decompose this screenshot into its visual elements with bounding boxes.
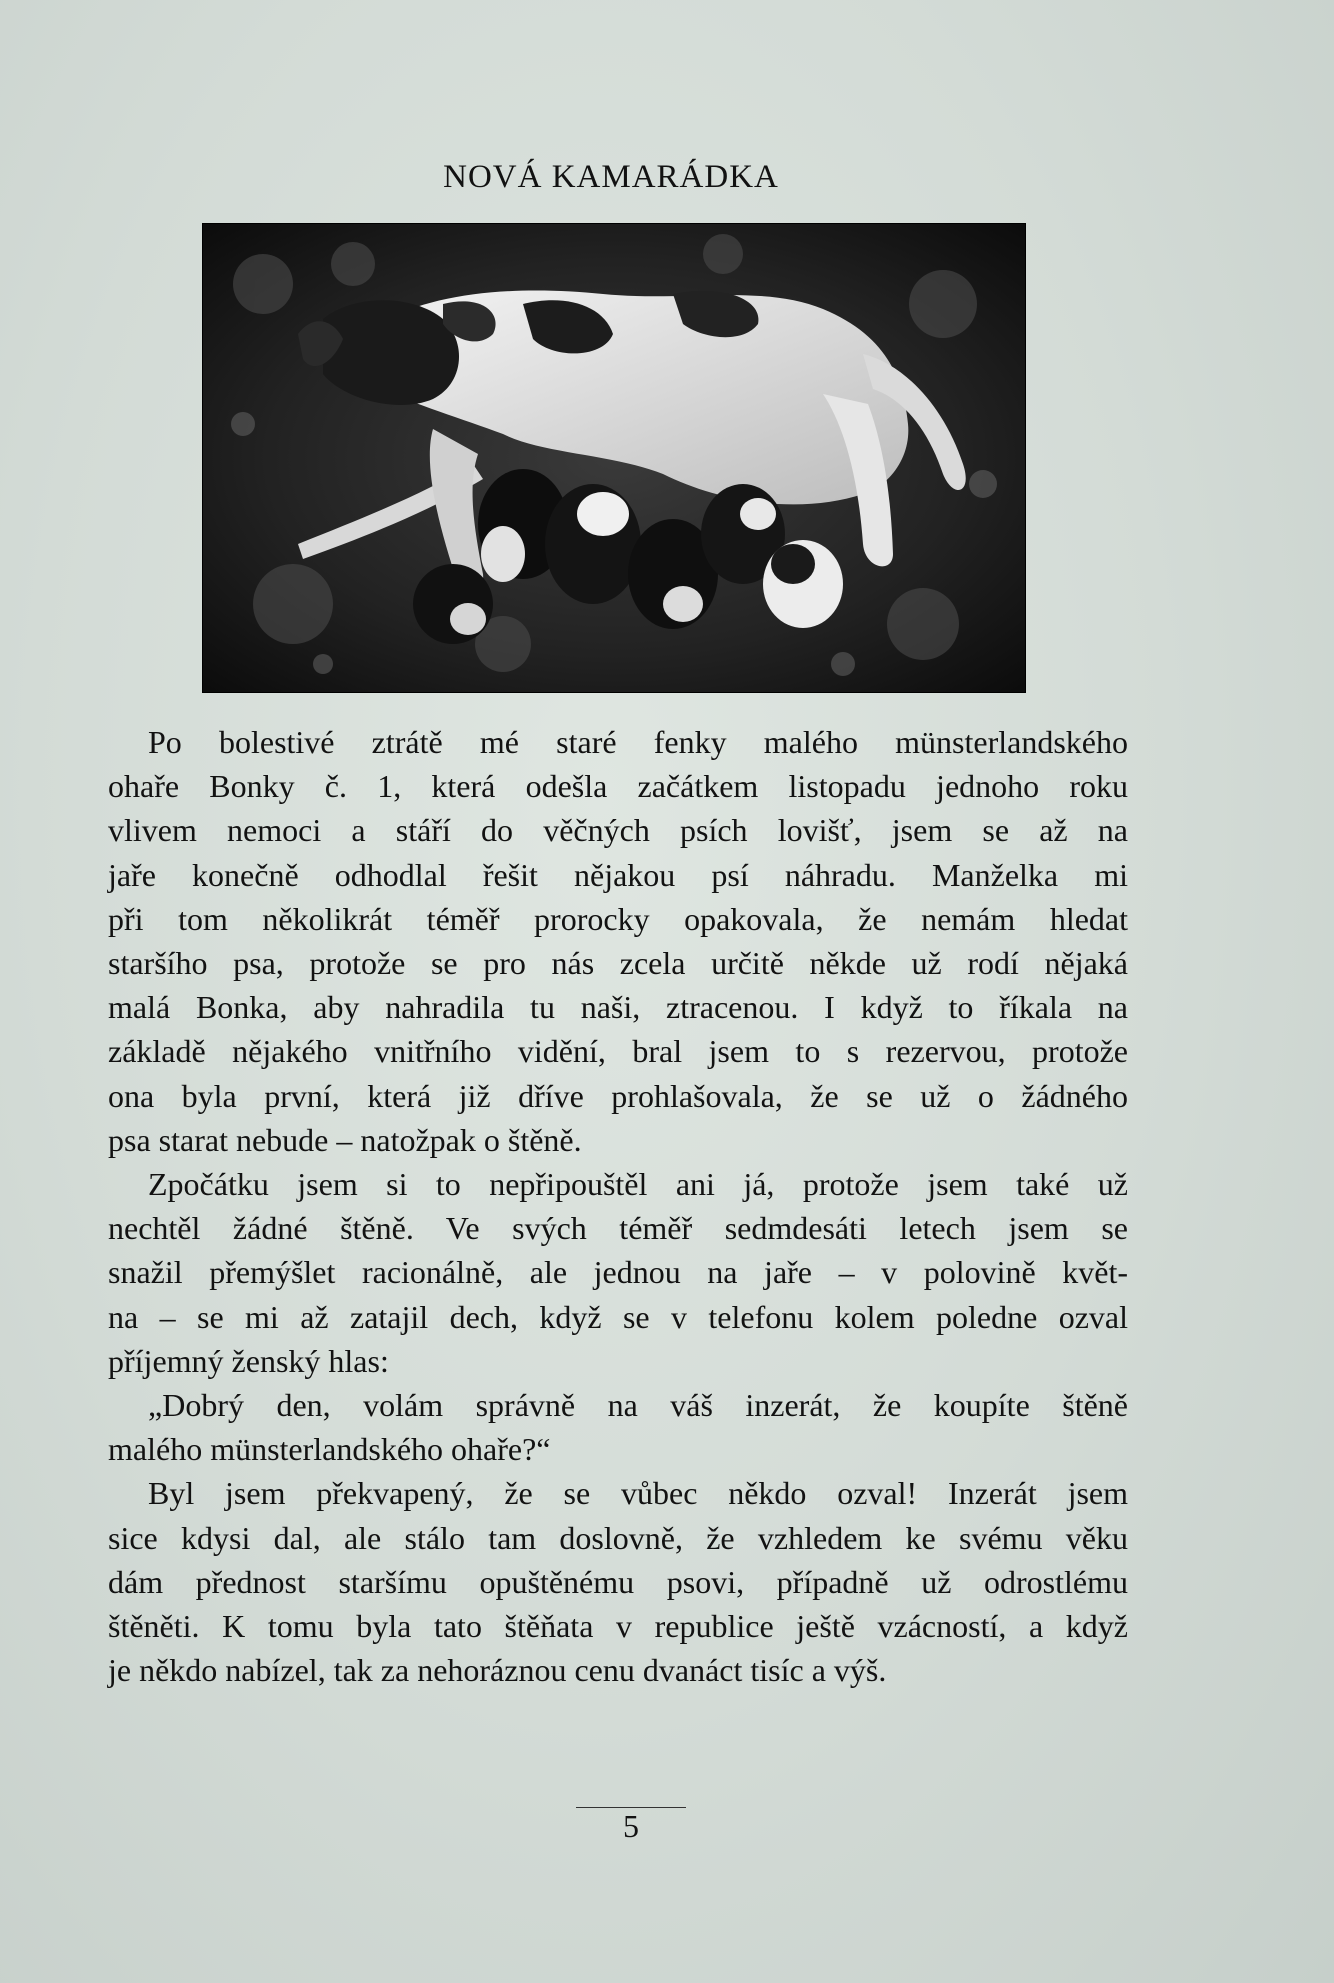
text-line: psa starat nebude – natožpak o štěně. <box>108 1121 582 1158</box>
paragraph <box>108 1383 1128 1471</box>
text-line: nechtěl žádné štěně. Ve svých téměř sedmdesáti letech jsem se <box>108 1210 1128 1247</box>
text-line: jaře konečně odhodlal řešit nějakou psí náhradu. Manželka mi <box>108 856 1128 893</box>
paragraph <box>108 720 1128 1162</box>
text-line: dám přednost staršímu opuštěnému psovi, případně už odrostlému <box>108 1563 1128 1600</box>
text-line: „Dobrý den, volám správně na váš inzerát, že koupíte štěně <box>148 1387 1128 1424</box>
text-line: sice kdysi dal, ale stálo tam doslovně, že vzhledem ke svému věku <box>108 1519 1128 1556</box>
chapter-title: NOVÁ KAMARÁDKA <box>443 159 779 196</box>
photo-dog-with-puppies-icon <box>203 224 1025 692</box>
text-line: vlivem nemoci a stáří do věčných psích lovišť, jsem se až na <box>108 812 1128 849</box>
text-line: při tom několikrát téměř prorocky opakovala, že nemám hledat <box>108 900 1128 937</box>
text-line: na – se mi až zatajil dech, když se v telefonu kolem poledne ozval <box>108 1298 1128 1335</box>
text-line: ohaře Bonky č. 1, která odešla začátkem listopadu jednoho roku <box>108 768 1128 805</box>
paragraph <box>108 1471 1128 1692</box>
body-text <box>108 720 1128 1692</box>
text-line: štěněti. K tomu byla tato štěňata v republice ještě vzácností, a když <box>108 1608 1128 1645</box>
text-line: snažil přemýšlet racionálně, ale jednou na jaře – v polovině květ- <box>108 1254 1128 1291</box>
page-number: 5 <box>623 1808 639 1844</box>
text-line: je někdo nabízel, tak za nehoráznou cenu dvanáct tisíc a výš. <box>108 1652 887 1689</box>
text-line: Zpočátku jsem si to nepřipouštěl ani já, protože jsem také už <box>148 1166 1128 1203</box>
text-line: malého münsterlandského ohaře?“ <box>108 1431 551 1468</box>
text-line: základě nějakého vnitřního vidění, bral jsem to s rezervou, protože <box>108 1033 1128 1070</box>
text-line: staršího psa, protože se pro nás zcela určitě někde už rodí nějaká <box>108 945 1128 982</box>
text-line: Po bolestivé ztrátě mé staré fenky malého münsterlandského <box>148 724 1128 760</box>
text-line: příjemný ženský hlas: <box>108 1342 389 1379</box>
text-line: ona byla první, která již dříve prohlašovala, že se už o žádného <box>108 1077 1128 1114</box>
dog-with-puppies-photo <box>202 223 1026 693</box>
text-line: Byl jsem překvapený, že se vůbec někdo ozval! Inzerát jsem <box>148 1475 1128 1512</box>
paragraph <box>108 1162 1128 1383</box>
text-line: malá Bonka, aby nahradila tu naši, ztracenou. I když to říkala na <box>108 989 1128 1026</box>
